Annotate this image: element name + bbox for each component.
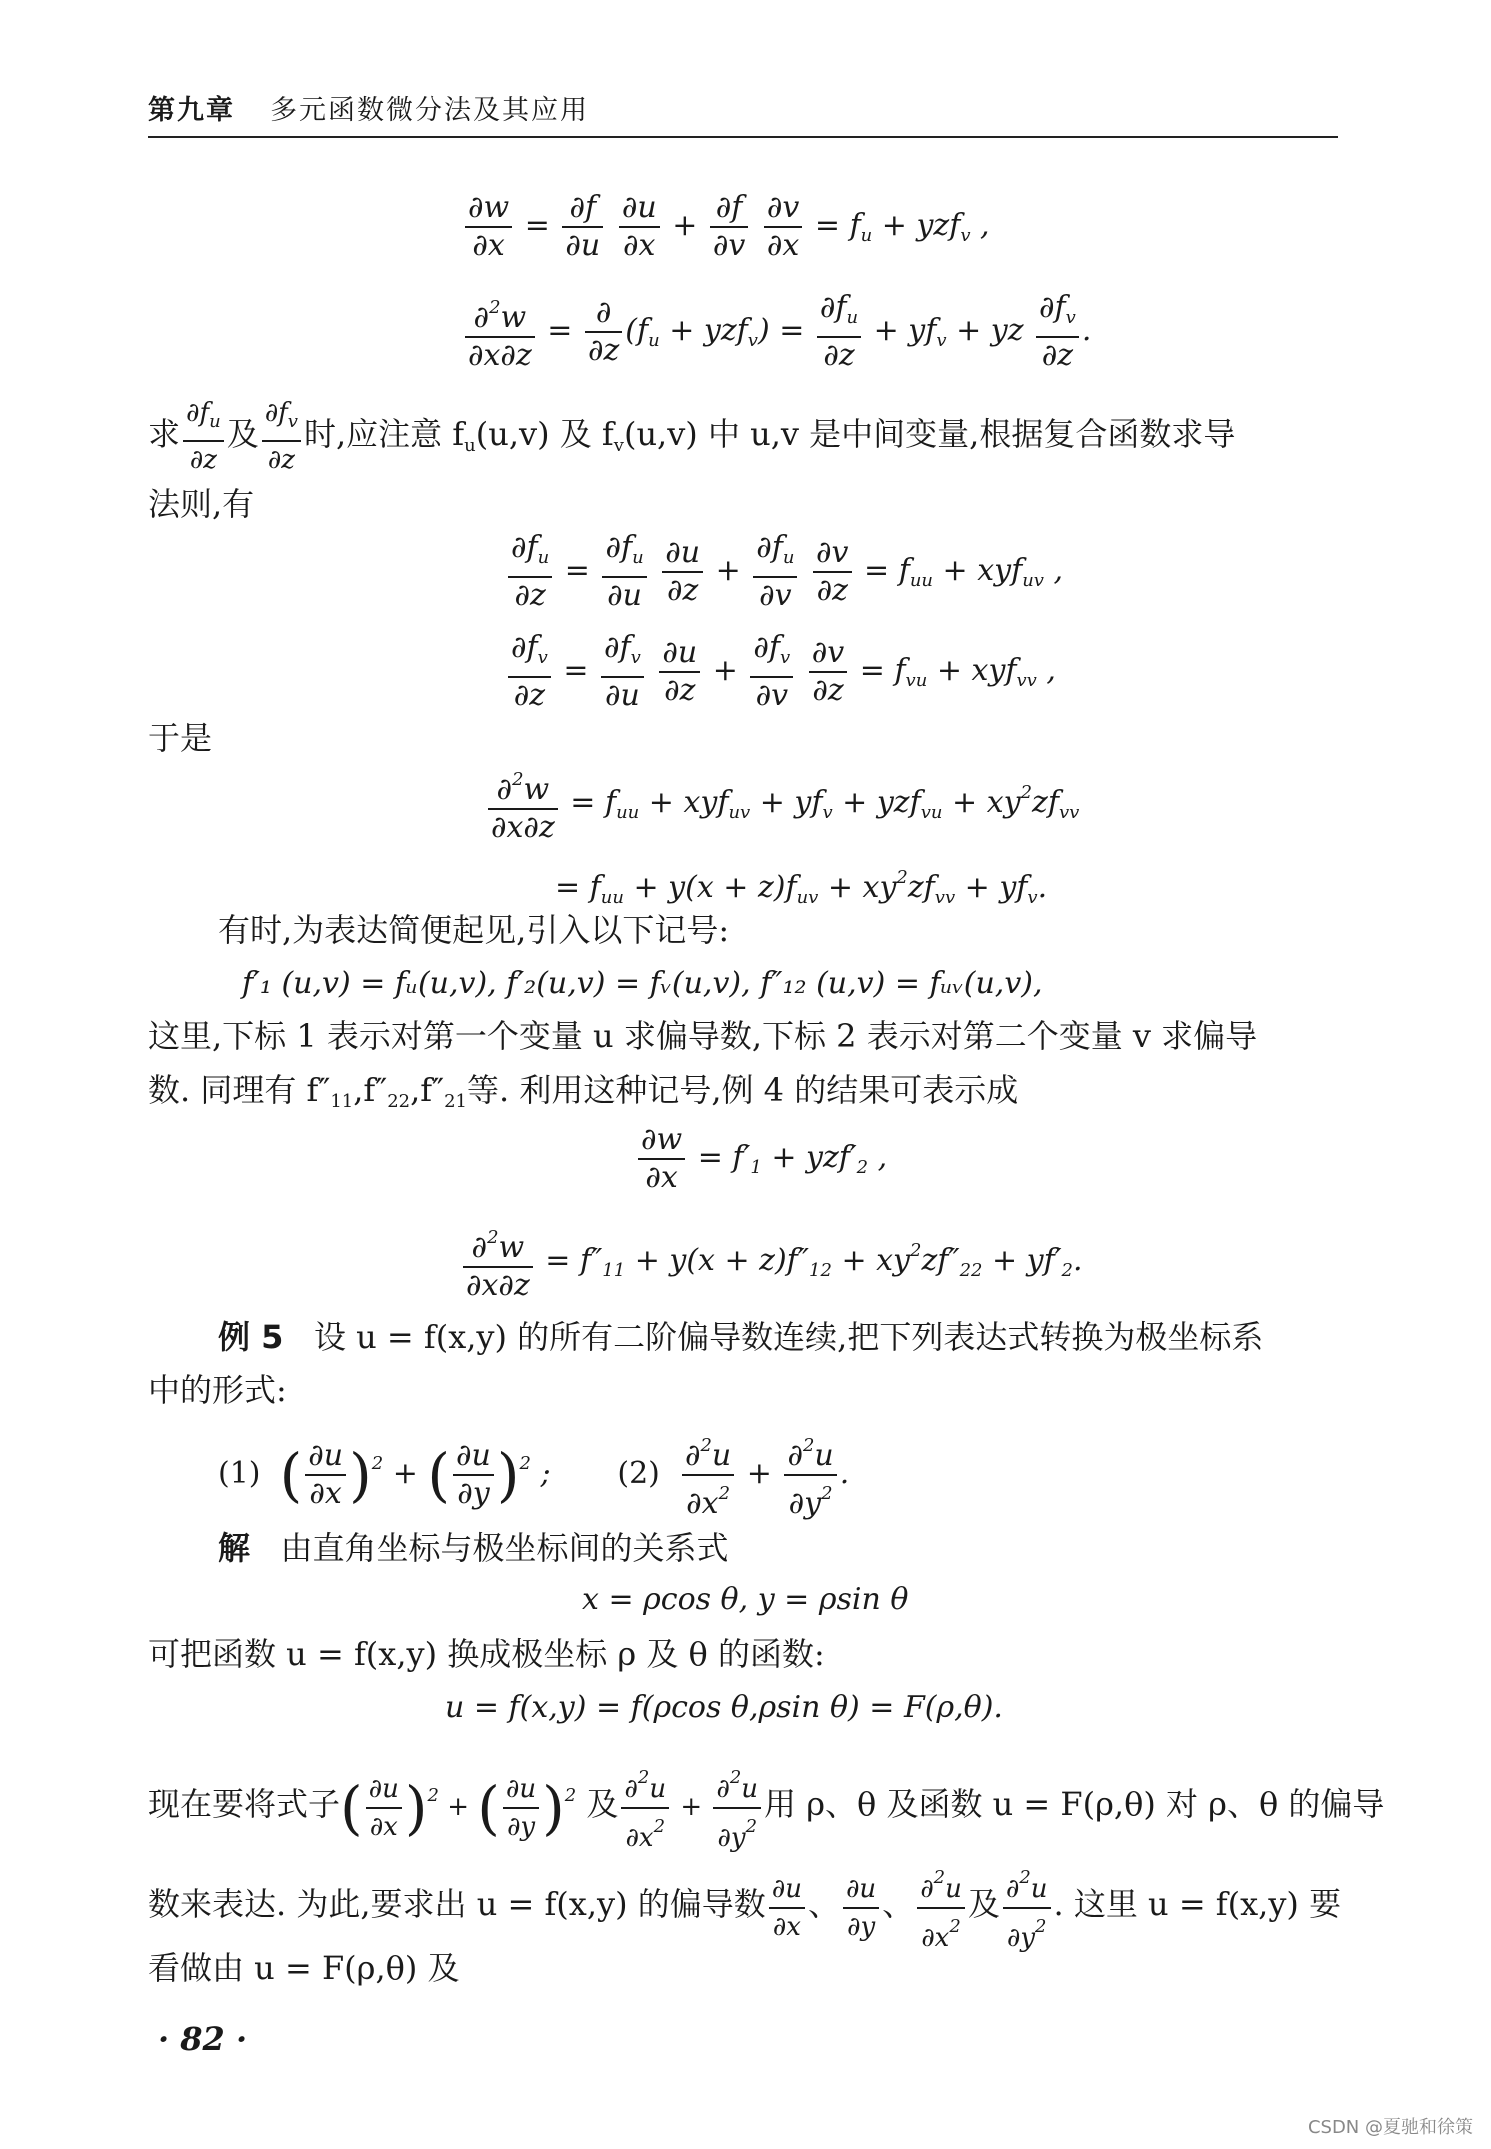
equation-dw-dx-short: $\frac{\partial w}{\partial x}$ = $f'_1 + yzf'_2$ , (635, 1122, 887, 1196)
text: 由直角坐标与极坐标间的关系式 (280, 1529, 729, 1567)
paragraph-line: 求 $\frac{\partial f_u}{\partial z}$ 及 $\frac{\partial f_v}{\partial z}$ 时,应注意 $f_u(u,v)$ 及 $f_v(u,v)$ 中 u,v 是中间变量,根据复合函数求导 (148, 395, 1235, 478)
equation-polar: x = ρcos θ, y = ρsin θ (582, 1582, 909, 1617)
equation-dw-dx: $\frac{\partial w}{\partial x}$ = $\frac{\partial f}{\partial u}$ $\frac{\partial u}{\partial x}$ + $\frac{\partial f}{\partial v}$ $\frac{\partial v}{\partial x}$ = $f_u + yzf_v$ , (462, 190, 990, 264)
text: ,f″ (410, 1071, 445, 1109)
text: 及 (967, 1885, 1000, 1923)
equation-d2w-simplified: = $f_{uu} + y(x + z)f_{uv} + xy^2zf_{vv} + yf_v$. (555, 867, 1048, 908)
example-line (218, 1315, 1263, 1359)
text: 用 ρ、θ 及函数 u = F(ρ,θ) 对 ρ、θ 的偏导 (764, 1785, 1385, 1823)
solution-line (218, 1526, 729, 1570)
solution-label: 解 (218, 1529, 251, 1567)
paragraph-line: 有时,为表达简便起见,引入以下记号: (218, 911, 730, 949)
text: (u,v) 及 f (475, 415, 614, 453)
equation-notation: f′₁ (u,v) = fᵤ(u,v), f′₂(u,v) = fᵥ(u,v), f″₁₂ (u,v) = fᵤᵥ(u,v), (242, 966, 1043, 1001)
text: 、 (807, 1885, 840, 1923)
chapter-title: 多元函数微分法及其应用 (270, 95, 589, 126)
watermark: CSDN @夏驰和徐策 (1307, 2117, 1473, 2138)
equation-u-def: u = f(x,y) = f(ρcos θ,ρsin θ) = F(ρ,θ). (445, 1690, 1003, 1725)
equation-dfv-dz: $\frac{\partial f_v}{\partial z}$ = $\frac{\partial f_v}{\partial u}$ $\frac{\partial u}{\partial z}$ + $\frac{\partial f_v}{\partial v}$ $\frac{\partial v}{\partial z}$ = $f_{vu} + xyf_{vv}$ , (505, 630, 1056, 714)
text: 数. 同理有 f″ (148, 1071, 331, 1109)
text: 及 (226, 415, 259, 453)
page-number: · 82 · (158, 2020, 248, 2058)
text: . 这里 u = f(x,y) 要 (1053, 1885, 1342, 1923)
paragraph-line: 于是 (148, 719, 213, 757)
text: 等. 利用这种记号,例 4 的结果可表示成 (466, 1071, 1019, 1109)
example-label: 例 5 (218, 1318, 284, 1356)
text: 及 (586, 1785, 619, 1823)
paragraph-line: 数来表达. 为此,要求出 u = f(x,y) 的偏导数 $\frac{\partial u}{\partial x}$ 、 $\frac{\partial u}{\partial y}$ 、 $\frac{\partial^2u}{\partial x^2}$ 及 $\frac{\partial^2u}{\partial y^2}$ . 这里 u = f(x,y) 要 (148, 1860, 1341, 1956)
paragraph-line: 数. 同理有 $f''_{11},f''_{22},f''_{21}$等. 利用这种记号,例 4 的结果可表示成 (148, 1071, 1019, 1112)
equation-d2w-dxdz: $\frac{\partial^2w}{\partial x\partial z}$ = $\frac{\partial}{\partial z}$ $(f_u + yzf_v)$ = $\frac{\partial f_u}{\partial z}$ + $yf_v$ + yz $\frac{\partial f_v}{\partial z}$ . (462, 290, 1091, 374)
paragraph-line: 这里,下标 1 表示对第一个变量 u 求偏导数,下标 2 表示对第二个变量 v 求偏导 (148, 1017, 1258, 1055)
text: ,f″ (353, 1071, 388, 1109)
paragraph-line: 看做由 u = F(ρ,θ) 及 (148, 1949, 460, 1987)
text: 数来表达. 为此,要求出 u = f(x,y) 的偏导数 (148, 1885, 766, 1923)
item-label: (2) (617, 1456, 660, 1491)
paragraph-line: 中的形式: (148, 1371, 287, 1409)
item-label: (1) (218, 1456, 261, 1491)
text: 设 u = f(x,y) 的所有二阶偏导数连续,把下列表达式转换为极坐标系 (313, 1318, 1264, 1356)
text: 时,应注意 f (303, 415, 465, 453)
equation-d2w-result: $\frac{\partial^2w}{\partial x\partial z}$ = $f_{uu} + xyf_{uv} + yf_v + yzf_{vu} + xy^2zf_{vv}$ (485, 762, 1079, 846)
equation-dfu-dz: $\frac{\partial f_u}{\partial z}$ = $\frac{\partial f_u}{\partial u}$ $\frac{\partial u}{\partial z}$ + $\frac{\partial f_u}{\partial v}$ $\frac{\partial v}{\partial z}$ = $f_{uu} + xyf_{uv}$ , (505, 530, 1063, 614)
text: 现在要将式子 (148, 1785, 341, 1823)
paragraph-line: 现在要将式子( $\frac{\partial u}{\partial x}$ )$^2$ + ( $\frac{\partial u}{\partial y}$ )$^2$ 及 $\frac{\partial^2u}{\partial x^2}$ + $\frac{\partial^2u}{\partial y^2}$ 用 ρ、θ 及函数 u = F(ρ,θ) 对 ρ、θ 的偏导 (148, 1760, 1384, 1856)
paragraph-line: 法则,有 (148, 485, 255, 523)
equation-d2w-short: $\frac{\partial^2w}{\partial x\partial z}$ = $f''_{11} + y(x + z)f''_{12} + xy^2zf''_{22} + yf'_2$. (460, 1220, 1083, 1304)
equation-items: (1) ( $\frac{\partial u}{\partial x}$ )$^2$ + ( $\frac{\partial u}{\partial y}$ )$^2$ ; (2) $\frac{\partial^2u}{\partial x^2}$ + $\frac{\partial^2u}{\partial y^2}$ . (218, 1428, 849, 1522)
paragraph-line: 可把函数 u = f(x,y) 换成极坐标 ρ 及 θ 的函数: (148, 1635, 825, 1673)
text: 、 (882, 1885, 915, 1923)
text: 求 (148, 415, 181, 453)
text: (u,v) 中 u,v 是中间变量,根据复合函数求导 (623, 415, 1236, 453)
chapter-label: 第九章 (148, 95, 235, 126)
running-header (148, 88, 1338, 138)
